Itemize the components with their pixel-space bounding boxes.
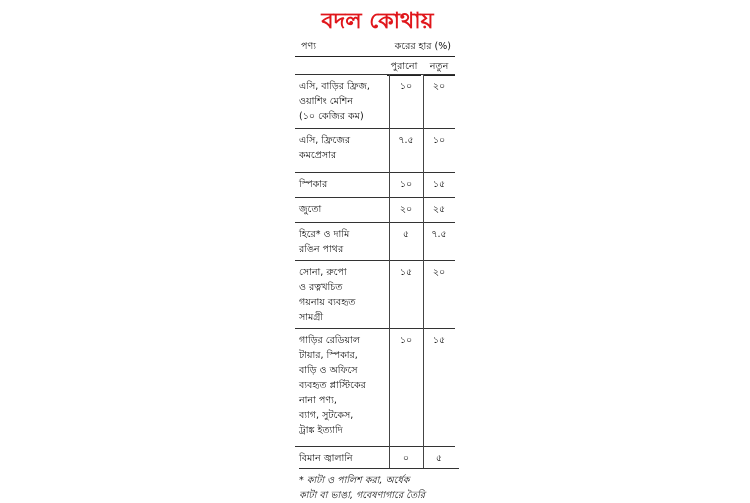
old-rate-value: ১৫ [399,267,413,278]
old-rate-value: ৫ [402,229,410,240]
new-rate-header: নতুন [423,60,455,76]
table-header [301,40,455,54]
product-name: গাড়ির রেডিয়াল টায়ার, স্পিকার, বাড়ি ও অফিসে ব্যবহৃত প্লাস্টিকের নানা পণ্য, ব্যাগ, সুটকেস, ট্রাঙ্ক ইত্যাদি [299,335,366,436]
column-divider [389,74,390,468]
product-name: জুতো [299,204,322,215]
old-rate-value: ১০ [399,81,413,92]
product-name: হিরে* ও দামি রঙিন পাথর [299,229,350,255]
table-row [295,222,455,261]
new-rate-value: ২০ [432,81,446,92]
table-row [295,328,455,447]
new-rate-value: ৭.৫ [431,229,447,240]
product-column-header: পণ্য [301,41,316,52]
new-rate-value: ১৫ [432,335,446,346]
new-rate-value: ৫ [435,453,443,464]
rate-column-header: করের হার (%) [394,41,451,52]
table-row [295,128,455,173]
rate-subheader [295,56,455,75]
old-rate-value: ৭.৫ [398,135,414,146]
old-rate-value: ০ [402,453,410,464]
product-name: সোনা, রুপো ও রত্নখচিত গয়নায় ব্যবহৃত সামগ্রী [299,267,356,323]
new-rate-value: ১০ [432,135,446,146]
table-title: বদল কোথায় [321,8,434,34]
old-rate-value: ১০ [399,335,413,346]
old-rate-value: ১০ [399,179,413,190]
column-divider [423,74,424,468]
table-row [295,74,455,129]
product-name: এসি, ফ্রিজের কমপ্রেসার [299,135,351,161]
new-rate-value: ২৫ [432,204,446,215]
old-rate-value: ২০ [399,204,413,215]
product-name: এসি, বাড়ির ফ্রিজ, ওয়াশিং মেশিন (১০ কেজির কম) [299,81,370,122]
table-row [295,172,455,198]
table-row [295,197,455,223]
product-name: স্পিকার [299,179,328,190]
table-row [295,446,455,469]
product-name: বিমান জ্বালানি [299,453,353,464]
footnote: * কাটা ও পালিশ করা, অর্ধেক কাটা বা ভাঙা, গবেষণাগারে তৈরি [299,468,459,503]
old-rate-header: পুরানো [387,60,421,76]
new-rate-value: ১৫ [432,179,446,190]
table-row [295,260,455,329]
new-rate-value: ২০ [432,267,446,278]
